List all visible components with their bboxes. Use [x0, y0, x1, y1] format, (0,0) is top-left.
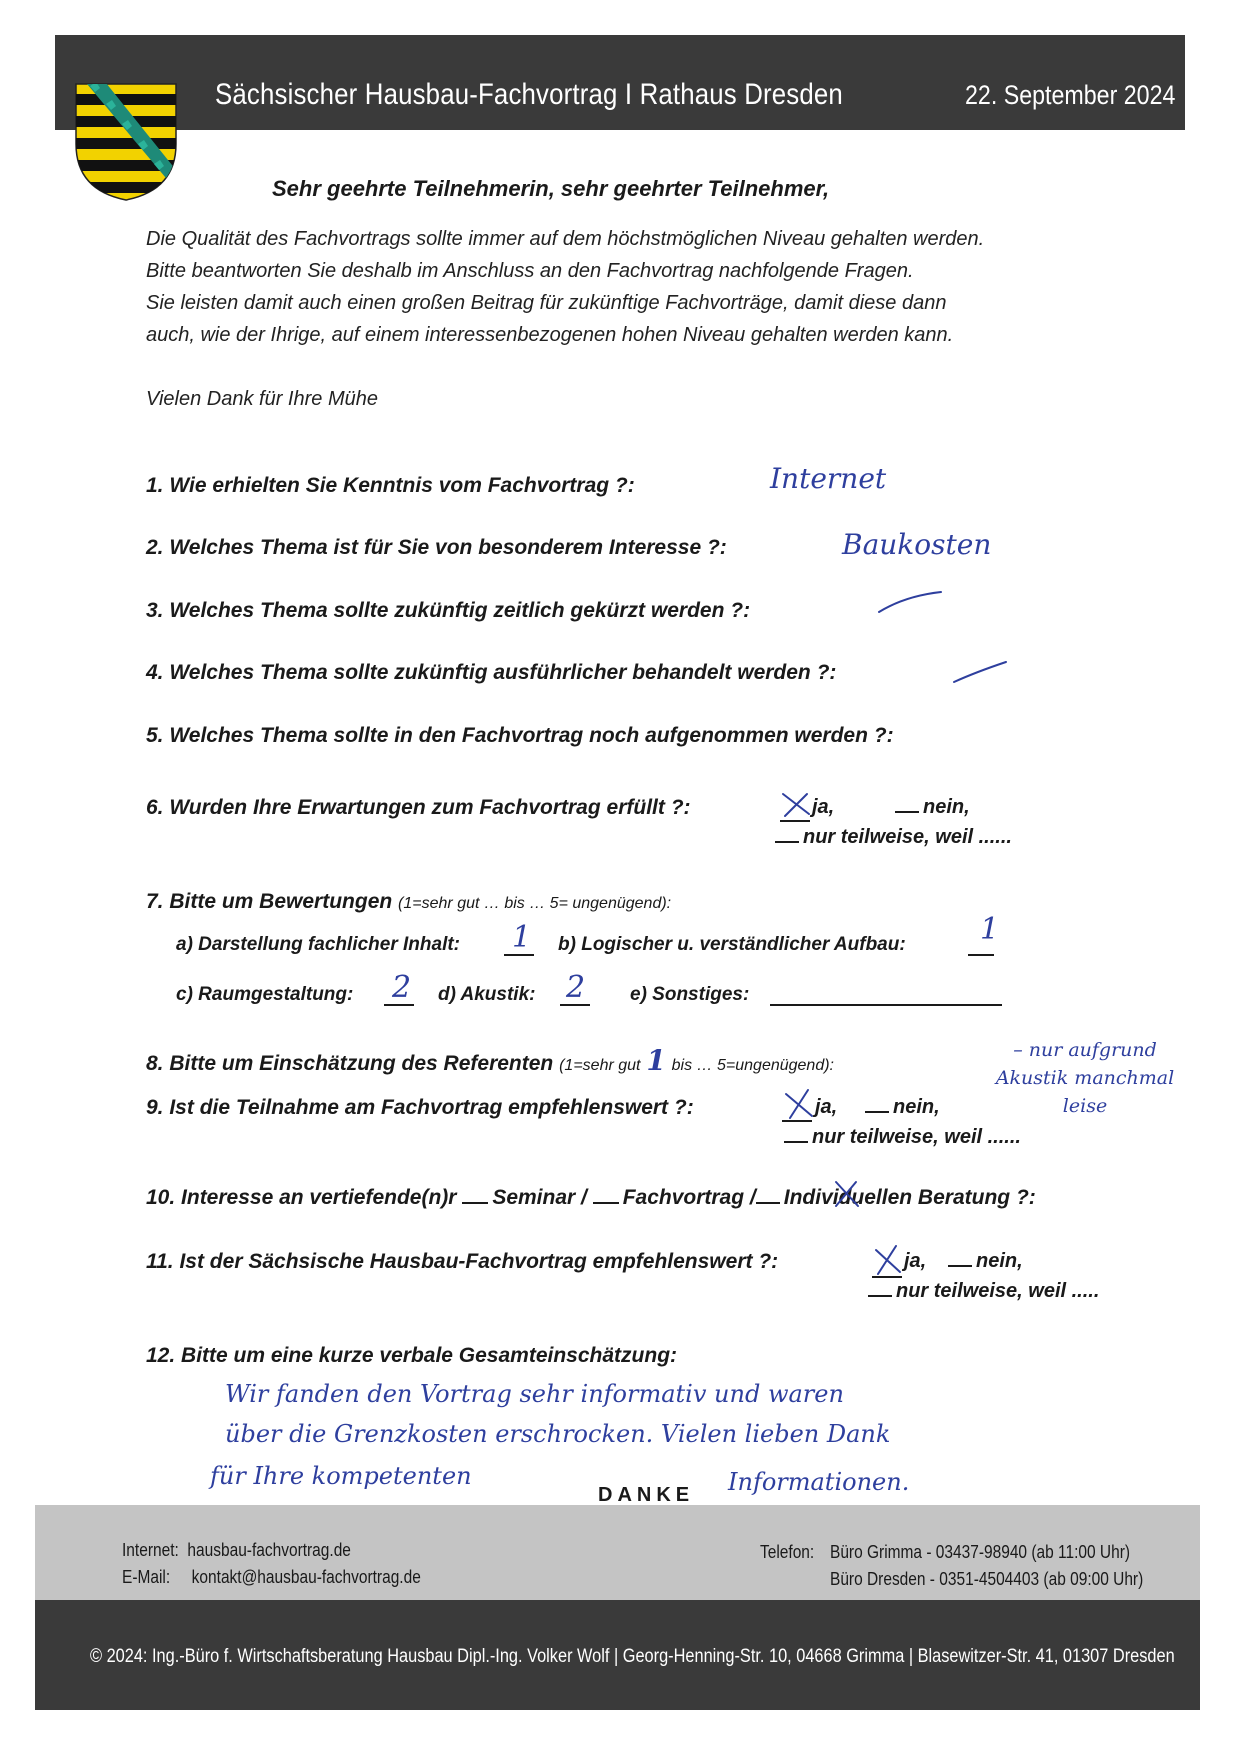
comment-line[interactable]: über die Grenzkosten erschrocken. Vielen lieben Dank: [225, 1420, 891, 1448]
comment-line[interactable]: für Ihre kompetenten: [210, 1462, 472, 1490]
q9-yes-check[interactable]: [780, 1088, 818, 1122]
question-6: 6. Wurden Ihre Erwartungen zum Fachvortrag erfüllt ?:: [146, 796, 691, 819]
rating-7c-value[interactable]: 2: [392, 970, 412, 1005]
option-seminar[interactable]: Seminar /: [492, 1186, 587, 1209]
footer-phone-grimma: Büro Grimma - 03437-98940 (ab 11:00 Uhr): [830, 1542, 1131, 1562]
question-5: 5. Welches Thema sollte in den Fachvortrag noch aufgenommen werden ?:: [146, 724, 894, 747]
email-link[interactable]: kontakt@hausbau-fachvortrag.de: [191, 1567, 421, 1587]
question-2: 2. Welches Thema ist für Sie von besonderem Interesse ?:: [146, 536, 727, 559]
q9-yes-label: ja,: [815, 1096, 838, 1118]
q11-yes-blank: [872, 1276, 902, 1278]
q6-yes-check[interactable]: [777, 790, 815, 820]
q11-no-option[interactable]: nein,: [948, 1250, 1023, 1273]
rating-7e-blank[interactable]: [770, 1004, 1002, 1006]
answer-2[interactable]: Baukosten: [842, 528, 992, 561]
q11-partly-option[interactable]: nur teilweise, weil .....: [868, 1280, 1099, 1303]
intro-line: Sie leisten damit auch einen großen Beitrag für zukünftige Fachvorträge, damit diese dann: [146, 292, 947, 314]
q6-no-option[interactable]: nein,: [895, 796, 970, 819]
rating-8-value[interactable]: 1: [646, 1044, 666, 1077]
q11-yes-check[interactable]: [870, 1244, 906, 1276]
question-3: 3. Welches Thema sollte zukünftig zeitlich gekürzt werden ?:: [146, 599, 751, 622]
rating-7a-value[interactable]: 1: [512, 920, 532, 955]
rating-7e-label: e) Sonstiges:: [630, 984, 750, 1005]
intro-line: auch, wie der Ihrige, auf einem interessenbezogenen hohen Niveau gehalten werden kann.: [146, 324, 954, 346]
saxony-coat-of-arms-icon: [72, 78, 180, 204]
comment-line[interactable]: Wir fanden den Vortrag sehr informativ und waren: [225, 1380, 844, 1408]
question-9: 9. Ist die Teilnahme am Fachvortrag empfehlenswert ?:: [146, 1096, 694, 1119]
q6-yes-blank: [780, 820, 810, 822]
footer-phone-dresden: Büro Dresden - 0351-4504403 (ab 09:00 Uhr): [830, 1569, 1144, 1589]
question-10: 10. Interesse an vertiefende(n)r Seminar / Fachvortrag / Individuellen Beratung ?:: [146, 1186, 1036, 1209]
footer-phone-label: Telefon:: [760, 1542, 815, 1562]
q10-beratung-check[interactable]: [830, 1178, 864, 1210]
question-4: 4. Welches Thema sollte zukünftig ausführlicher behandelt werden ?:: [146, 661, 837, 684]
header-title: Sächsischer Hausbau-Fachvortrag I Rathaus Dresden: [215, 78, 843, 111]
footer-email: E-Mail: kontakt@hausbau-fachvortrag.de: [122, 1567, 421, 1587]
q9-no-option[interactable]: nein,: [865, 1096, 940, 1119]
comment-line[interactable]: Informationen.: [728, 1468, 910, 1496]
header-date: 22. September 2024: [965, 80, 1176, 110]
q9-yes-blank: [782, 1120, 812, 1122]
intro-line: Bitte beantworten Sie deshalb im Anschluss an den Fachvortrag nachfolgende Fragen.: [146, 260, 914, 282]
question-7: 7. Bitte um Bewertungen (1=sehr gut … bis … 5= ungenügend):: [146, 890, 672, 913]
q6-partly-option[interactable]: nur teilweise, weil ......: [775, 826, 1012, 849]
q9-partly-option[interactable]: nur teilweise, weil ......: [784, 1126, 1021, 1149]
q6-yes-label: ja,: [812, 796, 835, 818]
answer-3-dash[interactable]: [875, 588, 945, 618]
rating-7d-value[interactable]: 2: [566, 970, 586, 1005]
rating-8-note[interactable]: – nur aufgrund Akustik manchmal leise: [995, 1039, 1175, 1117]
question-8: 8. Bitte um Einschätzung des Referenten (1=sehr gut 1 bis … 5=ungenügend):: [146, 1044, 834, 1077]
answer-4-dash[interactable]: [950, 658, 1010, 688]
salutation: Sehr geehrte Teilnehmerin, sehr geehrter Teilnehmer,: [272, 176, 830, 201]
answer-1[interactable]: Internet: [770, 462, 887, 495]
question-1: 1. Wie erhielten Sie Kenntnis vom Fachvortrag ?:: [146, 474, 635, 497]
thanks-line: Vielen Dank für Ihre Mühe: [146, 388, 378, 410]
rating-7d-label: d) Akustik:: [438, 984, 536, 1005]
intro-line: Die Qualität des Fachvortrags sollte immer auf dem höchstmöglichen Niveau gehalten werden.: [146, 228, 985, 250]
footer-internet: Internet: hausbau-fachvortrag.de: [122, 1540, 351, 1560]
rating-7b-value[interactable]: 1: [980, 912, 1000, 947]
footer-copyright: © 2024: Ing.-Büro f. Wirtschaftsberatung Hausbau Dipl.-Ing. Volker Wolf | Georg-Henning-Str. 10, 04668 Grimma | Blasewitzer-Str. 41, 01307 Dresden: [90, 1646, 1175, 1667]
rating-7b-blank: [968, 954, 994, 956]
rating-7b-label: b) Logischer u. verständlicher Aufbau:: [558, 934, 906, 955]
question-12: 12. Bitte um eine kurze verbale Gesamteinschätzung:: [146, 1344, 678, 1367]
question-11: 11. Ist der Sächsische Hausbau-Fachvortrag empfehlenswert ?:: [146, 1250, 779, 1273]
q11-yes-label: ja,: [904, 1250, 927, 1272]
rating-7a-label: a) Darstellung fachlicher Inhalt:: [176, 934, 460, 955]
option-beratung[interactable]: Individuellen Beratung ?:: [783, 1186, 1036, 1209]
website-link[interactable]: hausbau-fachvortrag.de: [187, 1540, 351, 1560]
option-fachvortrag[interactable]: Fachvortrag /: [622, 1186, 756, 1209]
rating-7c-label: c) Raumgestaltung:: [176, 984, 354, 1005]
danke-text: DANKE: [598, 1484, 695, 1506]
